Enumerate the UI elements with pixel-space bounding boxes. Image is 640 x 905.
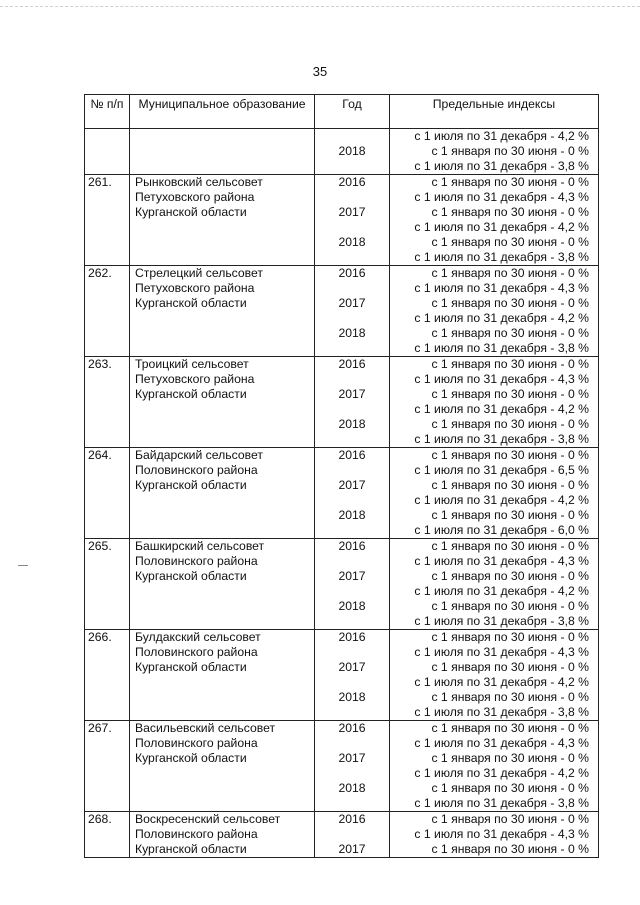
index-line: с 1 января по 30 июня - 0 % <box>431 235 589 249</box>
index-line: с 1 января по 30 июня - 0 % <box>431 630 589 644</box>
index-line: с 1 июля по 31 декабря - 4,3 % <box>414 736 589 750</box>
municipality-line: Петуховского района <box>135 190 255 204</box>
year-label <box>315 372 389 387</box>
year-label <box>315 220 389 235</box>
index-line: с 1 января по 30 июня - 0 % <box>431 721 589 735</box>
index-line: с 1 января по 30 июня - 0 % <box>431 296 589 310</box>
index-line: с 1 января по 30 июня - 0 % <box>431 144 589 158</box>
index-line: с 1 января по 30 июня - 0 % <box>431 569 589 583</box>
page-number: 35 <box>312 64 328 79</box>
header-number: № п/п <box>85 95 130 129</box>
indices-cell <box>390 539 599 630</box>
year-label: 2018 <box>338 690 366 704</box>
index-line: с 1 июля по 31 декабря - 4,2 % <box>414 675 589 689</box>
header-municipality: Муниципальное образование <box>130 95 315 129</box>
table-row <box>85 266 599 357</box>
header-indices: Предельные индексы <box>390 95 599 129</box>
index-line: с 1 июля по 31 декабря - 4,2 % <box>414 402 589 416</box>
index-line: с 1 января по 30 июня - 0 % <box>431 417 589 431</box>
year-label: 2017 <box>338 842 366 856</box>
index-line: с 1 января по 30 июня - 0 % <box>431 690 589 704</box>
index-line: с 1 июля по 31 декабря - 4,3 % <box>414 190 589 204</box>
year-label: 2018 <box>338 599 366 613</box>
year-label: 2017 <box>338 751 366 765</box>
municipality-line: Половинского района <box>135 463 258 477</box>
table-header-row <box>85 95 599 129</box>
municipality-line: Курганской области <box>135 387 247 401</box>
municipality-line: Петуховского района <box>135 372 255 386</box>
year-cell <box>315 357 390 448</box>
municipality-line: Половинского района <box>135 645 258 659</box>
index-line: с 1 июля по 31 декабря - 4,2 % <box>414 584 589 598</box>
municipality-line: Байдарский сельсовет <box>135 448 263 462</box>
table-row <box>85 175 599 266</box>
year-label <box>315 675 389 690</box>
year-label: 2016 <box>338 539 366 553</box>
municipality-line: Курганской области <box>135 296 247 310</box>
year-label <box>315 705 389 720</box>
index-line: с 1 июля по 31 декабря - 3,8 % <box>414 159 589 173</box>
table-row <box>85 448 599 539</box>
year-label <box>315 614 389 629</box>
index-line: с 1 июля по 31 декабря - 3,8 % <box>414 250 589 264</box>
index-line: с 1 июля по 31 декабря - 4,3 % <box>414 372 589 386</box>
year-label <box>315 736 389 751</box>
year-label: 2016 <box>338 630 366 644</box>
year-label: 2018 <box>338 326 366 340</box>
municipality-line: Курганской области <box>135 478 247 492</box>
year-label <box>315 523 389 538</box>
indices-cell <box>390 721 599 812</box>
table-row <box>85 539 599 630</box>
indices-cell <box>390 630 599 721</box>
year-label: 2016 <box>338 812 366 826</box>
municipality-cell <box>130 266 315 357</box>
year-label <box>315 129 389 144</box>
row-number: 267. <box>88 721 112 735</box>
index-line: с 1 января по 30 июня - 0 % <box>431 175 589 189</box>
scan-edge-line <box>0 6 640 8</box>
year-label <box>315 645 389 660</box>
table-row <box>85 357 599 448</box>
year-label: 2017 <box>338 660 366 674</box>
municipality-line: Курганской области <box>135 660 247 674</box>
year-cell <box>315 812 390 858</box>
index-line: с 1 июля по 31 декабря - 3,8 % <box>414 796 589 810</box>
year-label: 2018 <box>338 235 366 249</box>
indices-cell <box>390 812 599 858</box>
row-number-cell <box>85 129 130 175</box>
municipality-cell <box>130 539 315 630</box>
index-line: с 1 июля по 31 декабря - 4,2 % <box>414 311 589 325</box>
year-cell <box>315 266 390 357</box>
index-line: с 1 января по 30 июня - 0 % <box>431 751 589 765</box>
index-line: с 1 января по 30 июня - 0 % <box>431 539 589 553</box>
row-number: 263. <box>88 357 112 371</box>
year-label: 2016 <box>338 175 366 189</box>
index-line: с 1 января по 30 июня - 0 % <box>431 781 589 795</box>
index-line: с 1 июля по 31 декабря - 6,5 % <box>414 463 589 477</box>
index-line: с 1 января по 30 июня - 0 % <box>431 660 589 674</box>
municipality-line: Рынковский сельсовет <box>135 175 263 189</box>
tariff-index-table <box>84 94 599 858</box>
index-line: с 1 января по 30 июня - 0 % <box>431 448 589 462</box>
index-line: с 1 июля по 31 декабря - 3,8 % <box>414 432 589 446</box>
year-label: 2017 <box>338 205 366 219</box>
row-number: 264. <box>88 448 112 462</box>
municipality-cell <box>130 630 315 721</box>
year-label <box>315 766 389 781</box>
municipality-line: Башкирский сельсовет <box>135 539 265 553</box>
year-label <box>315 159 389 174</box>
municipality-line: Воскресенский сельсовет <box>135 812 281 826</box>
year-label <box>315 311 389 326</box>
row-number-cell <box>85 812 130 858</box>
year-label: 2018 <box>338 508 366 522</box>
municipality-line: Курганской области <box>135 569 247 583</box>
table-row <box>85 812 599 858</box>
municipality-cell <box>130 812 315 858</box>
index-line: с 1 января по 30 июня - 0 % <box>431 508 589 522</box>
index-line: с 1 июля по 31 декабря - 4,3 % <box>414 645 589 659</box>
row-number-cell <box>85 266 130 357</box>
year-label: 2017 <box>338 478 366 492</box>
municipality-line: Троицкий сельсовет <box>135 357 249 371</box>
year-label <box>315 463 389 478</box>
municipality-line: Половинского района <box>135 554 258 568</box>
year-label: 2016 <box>338 357 366 371</box>
year-label: 2016 <box>338 448 366 462</box>
index-line: с 1 января по 30 июня - 0 % <box>431 812 589 826</box>
index-line: с 1 января по 30 июня - 0 % <box>431 326 589 340</box>
index-line: с 1 июля по 31 декабря - 4,3 % <box>414 554 589 568</box>
index-line: с 1 июля по 31 декабря - 4,2 % <box>414 129 589 143</box>
header-year: Год <box>315 95 390 129</box>
index-line: с 1 января по 30 июня - 0 % <box>431 842 589 856</box>
index-line: с 1 июля по 31 декабря - 4,2 % <box>414 220 589 234</box>
year-label <box>315 796 389 811</box>
municipality-line: Васильевский сельсовет <box>135 721 276 735</box>
year-cell <box>315 630 390 721</box>
year-label <box>315 402 389 417</box>
year-cell <box>315 175 390 266</box>
index-line: с 1 июля по 31 декабря - 4,2 % <box>414 766 589 780</box>
index-line: с 1 января по 30 июня - 0 % <box>431 599 589 613</box>
municipality-cell <box>130 175 315 266</box>
year-label: 2018 <box>338 417 366 431</box>
municipality-line: Половинского района <box>135 827 258 841</box>
municipality-cell <box>130 129 315 175</box>
municipality-line: Булдакский сельсовет <box>135 630 261 644</box>
year-label <box>315 250 389 265</box>
year-label <box>315 190 389 205</box>
row-number-cell <box>85 539 130 630</box>
table-row-continuation <box>85 129 599 175</box>
row-number: 266. <box>88 630 112 644</box>
index-line: с 1 июля по 31 декабря - 3,8 % <box>414 341 589 355</box>
year-label <box>315 281 389 296</box>
year-label: 2017 <box>338 387 366 401</box>
municipality-line: Курганской области <box>135 842 247 856</box>
row-number: 262. <box>88 266 112 280</box>
index-line: с 1 января по 30 июня - 0 % <box>431 266 589 280</box>
year-label <box>315 493 389 508</box>
index-line: с 1 января по 30 июня - 0 % <box>431 478 589 492</box>
year-label <box>315 554 389 569</box>
index-line: с 1 января по 30 июня - 0 % <box>431 357 589 371</box>
indices-cell <box>390 175 599 266</box>
indices-cell <box>390 266 599 357</box>
margin-mark <box>18 565 28 566</box>
year-cell <box>315 448 390 539</box>
municipality-line: Курганской области <box>135 751 247 765</box>
index-line: с 1 июля по 31 декабря - 3,8 % <box>414 614 589 628</box>
row-number: 261. <box>88 175 112 189</box>
year-label <box>315 341 389 356</box>
index-line: с 1 июля по 31 декабря - 4,3 % <box>414 827 589 841</box>
year-label <box>315 827 389 842</box>
indices-cell <box>390 448 599 539</box>
row-number-cell <box>85 175 130 266</box>
municipality-cell <box>130 448 315 539</box>
year-label <box>315 584 389 599</box>
index-line: с 1 июля по 31 декабря - 3,8 % <box>414 705 589 719</box>
row-number-cell <box>85 357 130 448</box>
index-line: с 1 января по 30 июня - 0 % <box>431 387 589 401</box>
index-line: с 1 июля по 31 декабря - 4,3 % <box>414 281 589 295</box>
row-number: 265. <box>88 539 112 553</box>
year-label: 2017 <box>338 296 366 310</box>
table-row <box>85 721 599 812</box>
indices-cell <box>390 357 599 448</box>
row-number: 268. <box>88 812 112 826</box>
table-row <box>85 630 599 721</box>
row-number-cell <box>85 448 130 539</box>
row-number-cell <box>85 630 130 721</box>
year-label: 2018 <box>338 144 366 158</box>
index-line: с 1 января по 30 июня - 0 % <box>431 205 589 219</box>
year-label: 2016 <box>338 721 366 735</box>
municipality-line: Стрелецкий сельсовет <box>135 266 263 280</box>
year-label <box>315 432 389 447</box>
indices-cell <box>390 129 599 175</box>
year-cell <box>315 129 390 175</box>
municipality-line: Петуховского района <box>135 281 255 295</box>
index-line: с 1 июля по 31 декабря - 4,2 % <box>414 493 589 507</box>
municipality-cell <box>130 357 315 448</box>
municipality-line: Половинского района <box>135 736 258 750</box>
year-label: 2018 <box>338 781 366 795</box>
row-number-cell <box>85 721 130 812</box>
year-label: 2016 <box>338 266 366 280</box>
year-label: 2017 <box>338 569 366 583</box>
municipality-line: Курганской области <box>135 205 247 219</box>
index-line: с 1 июля по 31 декабря - 6,0 % <box>414 523 589 537</box>
municipality-cell <box>130 721 315 812</box>
year-cell <box>315 721 390 812</box>
year-cell <box>315 539 390 630</box>
